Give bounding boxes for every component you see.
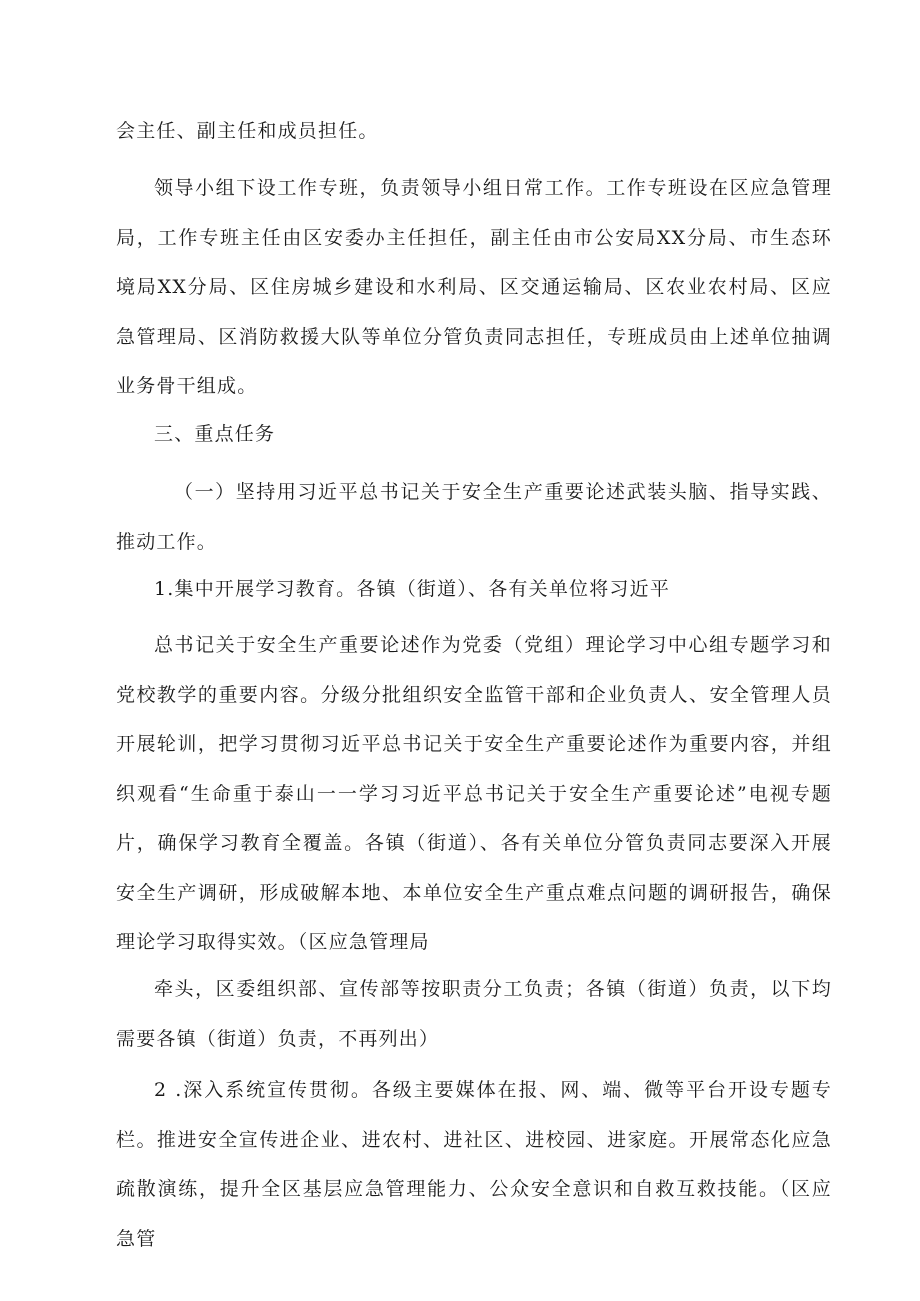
item-1-heading: 1.集中开展学习教育。各镇（街道）、各有关单位将习近平 — [154, 578, 671, 600]
paragraph-work-team: 领导小组下设工作专班，负责领导小组日常工作。工作专班设在区应急管理局，工作专班主任由区安委办主任担任，副主任由市公安局XX分局、市生态环境局XX分局、区住房城乡建设和水利局、区交通运输局、区农业农村局、区应急管理局、区消防救援大队等单位分管负责同志担任，专班成员由上述单位抽调业务骨干组成。 — [116, 177, 832, 397]
paragraph-continuation: 会主任、副主任和成员担任。 — [116, 120, 379, 142]
section-heading-key-tasks: 三、重点任务 — [154, 423, 276, 445]
item-1-body: 总书记关于安全生产重要论述作为党委（党组）理论学习中心组专题学习和党校教学的重要内容。分级分批组织安全监管干部和企业负责人、安全管理人员开展轮训，把学习贯彻习近平总书记关于安全生产重要论述作为重要内容，并组织观看“生命重于泰山一一学习习近平总书记关于安全生产重要论述”电视专题片，确保学习教育全覆盖。各镇（街道）、各有关单位分管负责同志要深入开展安全生产调研，形成破解本地、本单位安全生产重点难点问题的调研报告，确保理论学习取得实效。（区应急管理局 — [116, 634, 832, 953]
item-2-body: 2 .深入系统宣传贯彻。各级主要媒体在报、网、端、微等平台开设专题专栏。推进安全宣传进企业、进农村、进社区、进校园、进家庭。开展常态化应急疏散演练，提升全区基层应急管理能力、公众安全意识和自救互救技能。（区应急管 — [116, 1079, 832, 1250]
item-1-lead: 牵头，区委组织部、宣传部等按职责分工负责；各镇（街道）负责，以下均需要各镇（街道）负责，不再列出） — [116, 978, 832, 1050]
subsection-heading-1: （一）坚持用习近平总书记关于安全生产重要论述武装头脑、指导实践、推动工作。 — [116, 481, 832, 553]
